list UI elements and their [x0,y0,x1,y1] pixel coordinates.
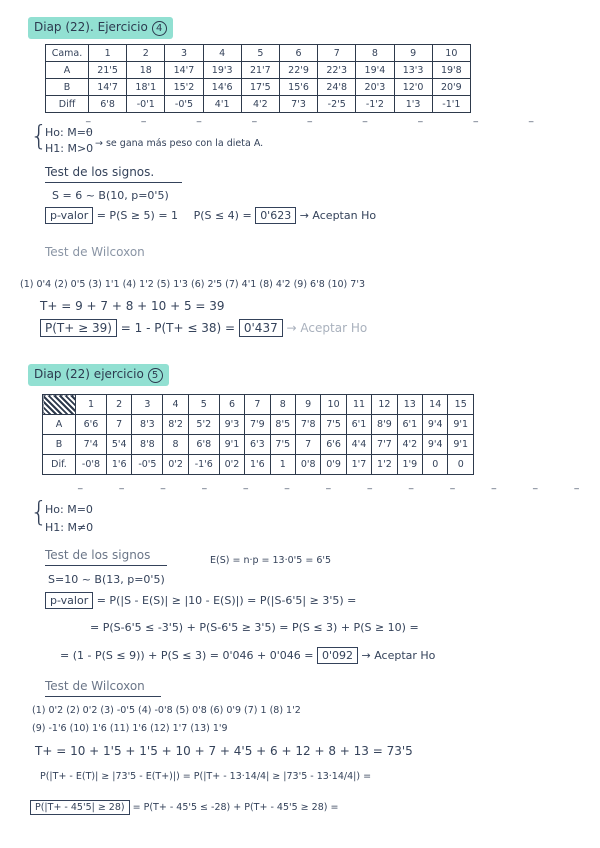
ex5-ranks-1: (1) 0'2 (2) 0'2 (3) -0'5 (4) -0'8 (5) 0'8 (6) 0'9 (7) 1 (8) 1'2 [32,705,301,716]
pv-value-box: 0'092 [317,647,358,664]
ex5-wilcoxon-title: Test de Wilcoxon [45,679,145,693]
table-cell: 5'4 [106,435,131,455]
table-cell: 8'3 [132,415,163,435]
table-cell: 6'1 [397,415,422,435]
table-cell: -0'5 [165,96,203,113]
pvalor-box: p-valor [45,592,93,609]
table-cell: 8'9 [372,415,397,435]
hatched-corner-cell [43,395,76,415]
underline [45,696,161,697]
table-cell: 14 [423,395,448,415]
table-cell: 6'3 [245,435,270,455]
table-cell: 4 [163,395,188,415]
table-cell: 6'1 [346,415,371,435]
hypothesis-brace: { [30,119,48,152]
ex4-title: Diap (22). Ejercicio 4 [28,17,173,39]
table-cell: 11 [346,395,371,415]
ex5-es-line: E(S) = n·p = 13·0'5 = 6'5 [210,555,332,566]
table-cell: 6 [219,395,244,415]
table-cell: 4'4 [346,435,371,455]
table-row [43,435,474,455]
table-cell: -0'1 [127,96,165,113]
table-cell: 1 [270,455,295,475]
table-cell: 0'9 [321,455,346,475]
ex5-h1: H1: M≠0 [45,521,94,534]
table-row [43,395,474,415]
table-cell: 15 [448,395,474,415]
table-cell: A [43,415,76,435]
table-cell: 9 [295,395,320,415]
table-cell: 9'1 [448,415,474,435]
ex4-ptp-row: P(T+ ≥ 39) = 1 - P(T+ ≤ 38) = 0'437 → Aceptar Ho [40,322,367,334]
table-cell: 6'6 [76,415,107,435]
ex5-table [42,394,474,475]
table-cell: 9'1 [448,435,474,455]
table-cell: 20'3 [356,79,394,96]
table-cell: 22'9 [279,62,317,79]
table-cell: 8'2 [163,415,188,435]
table-row [46,96,471,113]
table-cell: 4 [203,45,241,62]
table-cell: 20'9 [432,79,470,96]
ex4-h1: H1: M>0 [45,142,94,155]
table-cell: 7'7 [372,435,397,455]
table-cell: 8 [163,435,188,455]
table-cell: 6'6 [321,435,346,455]
table-cell: 18'1 [127,79,165,96]
table-cell: 8 [270,395,295,415]
underline [45,182,182,183]
table-cell: 3 [165,45,203,62]
table-cell: 1'7 [346,455,371,475]
table-cell: -1'6 [188,455,219,475]
table-cell: B [43,435,76,455]
table-cell: 8 [356,45,394,62]
table-cell: 18 [127,62,165,79]
ex5-signs-title: Test de los signos [45,548,151,562]
table-cell: 6 [279,45,317,62]
ex5-ptp-line: P(|T+ - E(T)| ≥ |73'5 - E(T+)|) = P(|T+ - 13·14/4| ≥ |73'5 - 13·14/4|) = [40,771,372,782]
table-row [46,45,471,62]
pvalor-box: p-valor [45,207,93,224]
table-cell: 9'3 [219,415,244,435]
table-cell: 0'8 [295,455,320,475]
table-cell: 9 [394,45,432,62]
table-cell: 6'8 [89,96,127,113]
ex4-pvalor-row: p-valor = P(S ≥ 5) = 1 P(S ≤ 4) = 0'623 → Aceptan Ho [45,210,376,221]
table-cell: 4'2 [241,96,279,113]
table-cell: 4'2 [397,435,422,455]
ex5-pv-eq2: = P(S-6'5 ≤ -3'5) + P(S-6'5 ≥ 3'5) = P(S ≤ 3) + P(S ≥ 10) = [90,621,419,634]
table-cell: 14'6 [203,79,241,96]
ptp-box: P(T+ ≥ 39) [40,319,117,337]
ex4-signs-title: Test de los signos. [45,165,155,179]
table-cell: 22'3 [318,62,356,79]
table-cell: 1'3 [394,96,432,113]
table-cell: 7'5 [321,415,346,435]
table-cell: 14'7 [89,79,127,96]
table-cell: 7'3 [279,96,317,113]
table-cell: -2'5 [318,96,356,113]
table-cell: 3 [132,395,163,415]
table-cell: 8'5 [270,415,295,435]
table-cell: 7'4 [76,435,107,455]
table-cell: 1 [89,45,127,62]
ex4-tplus: T+ = 9 + 7 + 8 + 10 + 5 = 39 [40,299,225,313]
table-cell: 21'5 [89,62,127,79]
table-cell: 12'0 [394,79,432,96]
table-row [46,79,471,96]
ex4-wilcoxon-title: Test de Wilcoxon [45,245,145,259]
ex5-ranks-2: (9) -1'6 (10) 1'6 (11) 1'6 (12) 1'7 (13) 1'9 [32,723,228,734]
ex5-title: Diap (22) ejercicio 5 [28,364,169,386]
table-cell: 7 [245,395,270,415]
table-cell: 15'2 [165,79,203,96]
table-cell: 5 [188,395,219,415]
table-cell: 4'1 [203,96,241,113]
table-cell: -1'1 [432,96,470,113]
ex5-number-circle: 5 [148,368,163,383]
table-cell: 19'4 [356,62,394,79]
table-cell: 21'7 [241,62,279,79]
table-cell: A [46,62,89,79]
table-cell: 9'4 [423,415,448,435]
table-cell: 7'5 [270,435,295,455]
ex5-ptp-row: P(|T+ - 45'5| ≥ 28) = P(T+ - 45'5 ≤ -28) + P(T+ - 45'5 ≥ 28) = [30,803,338,813]
ex5-pv-eq3-row: = (1 - P(S ≤ 9)) + P(S ≤ 3) = 0'046 + 0'046 = 0'092 → Aceptar Ho [60,649,436,662]
table-row [43,415,474,435]
table-cell: 10 [321,395,346,415]
ex4-h0: Ho: M=0 [45,126,93,139]
table-cell: 19'3 [203,62,241,79]
table-cell: 14'7 [165,62,203,79]
table-cell: B [46,79,89,96]
table-cell: -0'5 [132,455,163,475]
table-cell: 7'9 [245,415,270,435]
table-cell: 9'1 [219,435,244,455]
table-cell: 24'8 [318,79,356,96]
table-cell: Dif. [43,455,76,475]
table-cell: 9'4 [423,435,448,455]
table-cell: 0'2 [163,455,188,475]
ex4-s-line: S = 6 ~ B(10, p=0'5) [52,189,169,202]
table-cell: 1 [76,395,107,415]
table-cell: 7 [295,435,320,455]
ex5-h0: Ho: M=0 [45,503,93,516]
ptp-value-box: 0'437 [239,319,283,337]
table-cell: 1'9 [397,455,422,475]
ex4-number-circle: 4 [152,21,167,36]
table-cell: 12 [372,395,397,415]
table-cell: Cama. [46,45,89,62]
ex5-s-line: S=10 ~ B(13, p=0'5) [48,573,165,586]
table-cell: 1'2 [372,455,397,475]
table-cell: 1'6 [245,455,270,475]
table-cell: 0 [448,455,474,475]
table-cell: 19'8 [432,62,470,79]
table-cell: 7 [106,415,131,435]
ex5-pvalor-row: p-valor = P(|S - E(S)| ≥ |10 - E(S)|) = P(|S-6'5| ≥ 3'5) = [45,595,356,606]
p-s4-value-box: 0'623 [255,207,296,224]
table-cell: 5'2 [188,415,219,435]
table-cell: 10 [432,45,470,62]
table-row [43,455,474,475]
rank-ticks: _ _ _ _ _ _ _ _ _ _ _ _ _ [78,480,596,490]
underline [45,565,167,566]
table-cell: 7'8 [295,415,320,435]
table-cell: 0'2 [219,455,244,475]
table-cell: 0 [423,455,448,475]
ptp-box: P(|T+ - 45'5| ≥ 28) [30,800,130,815]
table-cell: 17'5 [241,79,279,96]
table-cell: 6'8 [188,435,219,455]
table-cell: 2 [127,45,165,62]
hypothesis-brace: { [30,495,48,528]
table-cell: Diff [46,96,89,113]
table-cell: 7 [318,45,356,62]
table-cell: 13 [397,395,422,415]
ex4-ranks: (1) 0'4 (2) 0'5 (3) 1'1 (4) 1'2 (5) 1'3 (6) 2'5 (7) 4'1 (8) 4'2 (9) 6'8 (10) 7'3 [20,279,365,290]
table-cell: -1'2 [356,96,394,113]
table-row [46,62,471,79]
ex4-table [45,44,471,113]
rank-ticks: _ _ _ _ _ _ _ _ _ _ [86,113,558,133]
ex5-tplus: T+ = 10 + 1'5 + 1'5 + 10 + 7 + 4'5 + 6 + 12 + 8 + 13 = 73'5 [35,744,413,758]
table-cell: 2 [106,395,131,415]
table-cell: 13'3 [394,62,432,79]
table-cell: 5 [241,45,279,62]
table-cell: 8'8 [132,435,163,455]
table-cell: -0'8 [76,455,107,475]
ex4-h1-note: → se gana más peso con la dieta A. [95,138,264,149]
table-cell: 1'6 [106,455,131,475]
table-cell: 15'6 [279,79,317,96]
